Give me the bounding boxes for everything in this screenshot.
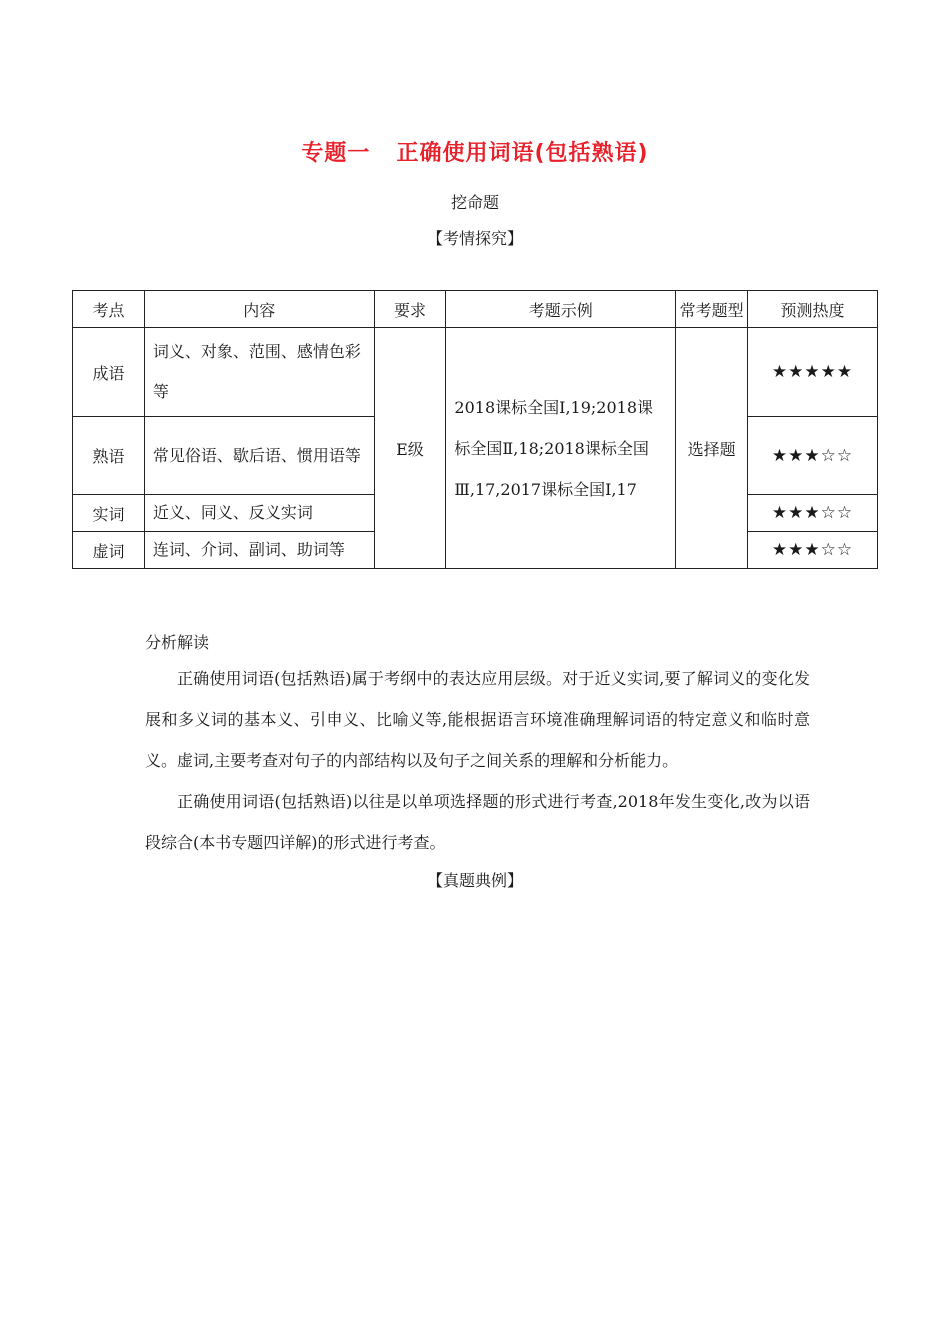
table-header-row	[73, 291, 878, 328]
exam-point-cell: 成语	[73, 328, 145, 417]
table-header-cell: 内容	[144, 291, 374, 328]
analysis-heading: 分析解读	[145, 633, 210, 652]
table-header-cell: 考题示例	[446, 291, 676, 328]
heat-rating-stars: ★★★☆☆	[748, 532, 878, 569]
exam-point-cell: 熟语	[73, 417, 145, 495]
title-part1: 专题一	[301, 141, 371, 166]
analysis-paragraph: 正确使用词语(包括熟语)以往是以单项选择题的形式进行考查,2018年发生变化,改为以语段综合(本书专题四详解)的形式进行考查。	[145, 792, 810, 852]
content-cell: 常见俗语、歇后语、惯用语等	[144, 417, 374, 495]
table-header-cell: 常考题型	[676, 291, 748, 328]
heat-rating-stars: ★★★★★	[748, 328, 878, 417]
exam-point-cell: 虚词	[73, 532, 145, 569]
table-header-cell: 预测热度	[748, 291, 878, 328]
content-cell: 词义、对象、范围、感情色彩等	[144, 328, 374, 417]
exam-info-table	[72, 290, 878, 569]
table-header-cell: 考点	[73, 291, 145, 328]
table-header-cell: 要求	[374, 291, 446, 328]
title-part2: 正确使用词语(包括熟语)	[396, 141, 649, 166]
question-type-cell: 选择题	[676, 328, 748, 569]
page-title	[0, 136, 950, 167]
table-row	[73, 328, 878, 417]
analysis-paragraph: 正确使用词语(包括熟语)属于考纲中的表达应用层级。对于近义实词,要了解词义的变化发展和多义词的基本义、引申义、比喻义等,能根据语言环境准确理解词语的特定意义和临时意义。虚词,主要考查对句子的内部结构以及句子之间关系的理解和分析能力。	[145, 669, 810, 770]
heat-rating-stars: ★★★☆☆	[748, 495, 878, 532]
requirement-cell: E级	[374, 328, 446, 569]
content-cell: 近义、同义、反义实词	[144, 495, 374, 532]
heat-rating-stars: ★★★☆☆	[748, 417, 878, 495]
content-cell: 连词、介词、副词、助词等	[144, 532, 374, 569]
subtitle: 挖命题	[450, 193, 499, 212]
exam-examples-cell: 2018课标全国Ⅰ,19;2018课标全国Ⅱ,18;2018课标全国Ⅲ,17,2017课标全国Ⅰ,17	[446, 328, 676, 569]
section-heading-exam-info: 【考情探究】	[426, 229, 523, 248]
exam-point-cell: 实词	[73, 495, 145, 532]
section-heading-examples: 【真题典例】	[426, 871, 523, 890]
